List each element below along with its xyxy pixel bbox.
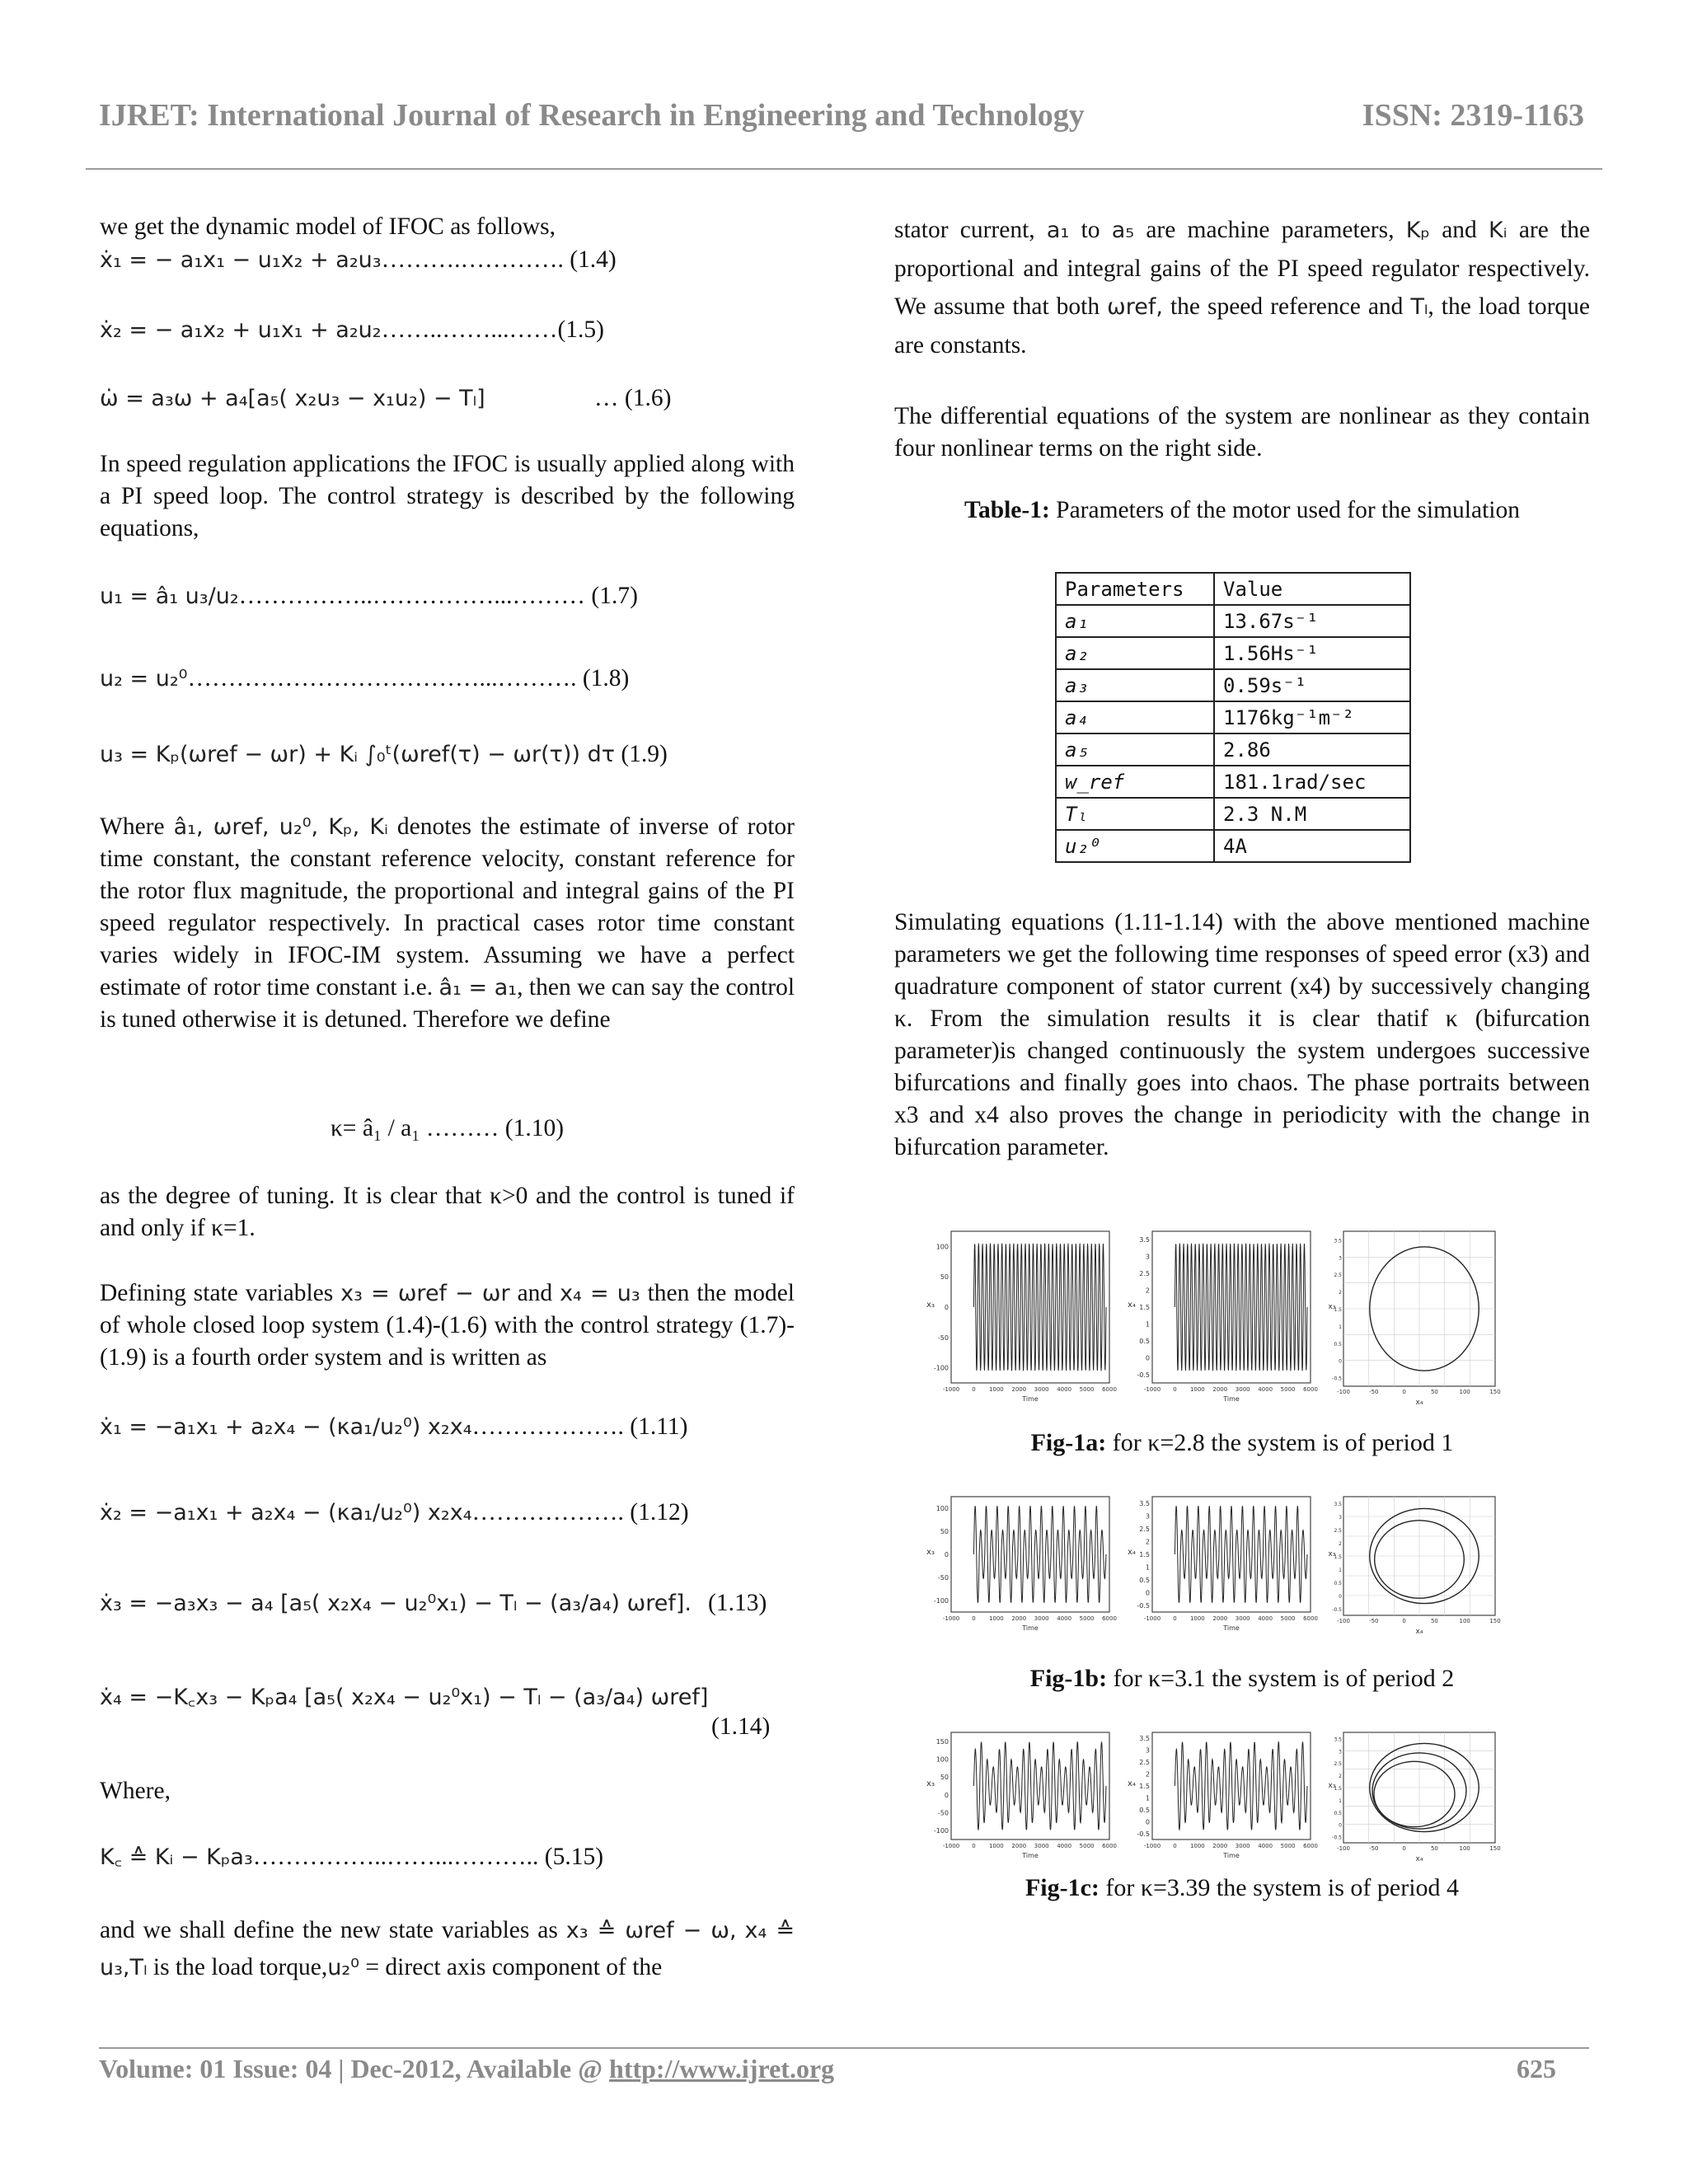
table-cell-value: 2.86 [1214,733,1410,766]
y-tick-label: 2.5 [1139,1525,1150,1533]
equation-1-11-number: ………………. (1.11) [471,1413,688,1440]
figure-1b-caption [894,1665,1590,1693]
table-cell-parameter: a₂ [1056,637,1214,669]
x-tick-label: 6000 [1303,1843,1318,1849]
direct-axis-text: = direct axis component of the [365,1954,663,1980]
equation-1-8-number: ………………………………...………. (1.8) [187,665,630,691]
y-tick-label: 1.5 [1139,1551,1150,1558]
x-tick-label: 0 [1402,1845,1406,1852]
table-header-value: Value [1214,573,1410,605]
x-tick-label: 6000 [1303,1615,1318,1622]
equation-1-10 [100,1113,795,1145]
x-tick-label: -1000 [942,1843,960,1849]
x-tick-label: 1000 [1189,1843,1205,1849]
y-tick-label: 2 [1339,1774,1342,1780]
y-axis-label: x₄ [1128,1301,1136,1310]
x-tick-label: 50 [1430,1845,1438,1852]
phase-portrait-plot [1325,1727,1500,1868]
equation-1-7-number: ……………..……………...……… (1.7) [238,583,638,609]
y-axis-label: x₃ [1328,1303,1336,1311]
table-cell-parameter: a₃ [1056,669,1214,701]
paragraph-degree-of-tuning: as the degree of tuning. It is clear that κ>0 and the control is tuned if and only if κ=1. [100,1183,795,1241]
table-cell-value: 1176kg⁻¹m⁻² [1214,701,1410,733]
equation-1-4-body: ẋ₁ = − a₁x₁ − u₁x₂ + a₂u₃ [100,247,382,273]
y-tick-label: 3.5 [1334,1238,1342,1244]
tl-symbol: Tₗ [1410,294,1428,320]
y-tick-label: 0 [1339,1358,1342,1365]
table-row [1056,733,1410,766]
y-tick-label: 50 [940,1774,949,1782]
figure-1c-label: Fig-1c: [1025,1874,1100,1901]
parameters-table [1055,572,1411,863]
to-word: to [1081,217,1100,243]
table-cell-parameter: a₁ [1056,605,1214,637]
figure-1a [923,1226,1500,1411]
y-tick-label: -100 [933,1364,949,1372]
time-response-plot [923,1226,1117,1411]
y-tick-label: 2.5 [1334,1272,1342,1279]
x-tick-label: -1000 [1143,1386,1161,1393]
and-word-2: and [1442,217,1477,243]
table-row [1056,637,1410,669]
equation-1-12-body: ẋ₂ = −a₁x₁ + a₂x₄ − (κa₁/u₂⁰) x₂x₄ [100,1500,472,1526]
y-tick-label: 0.5 [1334,1341,1342,1347]
y-tick-label: 100 [935,1755,949,1764]
u2-zero-symbol: u₂⁰ [327,1955,360,1980]
y-tick-label: 3 [1339,1749,1342,1755]
x-tick-label: 150 [1489,1389,1501,1395]
a1-symbol: a₁ [1046,218,1070,243]
equation-1-9 [100,738,795,771]
x-axis-label: Time [1022,1624,1039,1632]
y-tick-label: 2 [1145,1770,1150,1779]
time-series-line [973,1506,1106,1602]
y-tick-label: 3.5 [1139,1236,1150,1244]
figure-1a-text: for κ=2.8 the system is of period 1 [1112,1429,1454,1456]
journal-title: IJRET: International Journal of Research in Engineering and Technology [99,98,1085,133]
paragraph-simulation: Simulating equations (1.11-1.14) with the above mentioned machine parameters we get the following time responses of speed error (x3) and quadrature component of stator current (x4) by successively changing κ. From the simulation results it is clear thatif κ (bifurcation parameter)is changed continuously the system undergoes successive bifurcations and finally goes into chaos. The phase portraits between x3 and x4 also proves the change in periodicity with the change in bifurcation parameter. [894,909,1590,1160]
x-tick-label: 6000 [1102,1615,1117,1622]
x-tick-label: -100 [1337,1845,1350,1852]
x-tick-label: 0 [972,1843,976,1849]
table-cell-value: 4A [1214,830,1410,862]
x-tick-label: -50 [1369,1389,1379,1395]
y-tick-label: 0 [944,1791,949,1799]
y-tick-label: 1 [1145,1320,1150,1329]
y-tick-label: 3 [1145,1512,1150,1521]
equation-1-13-body: ẋ₃ = −a₃x₃ − a₄ [a₅( x₂x₄ − u₂⁰x₁) − Tₗ − (a₃/a₄) ωref]. [100,1591,692,1616]
equation-1-8-body: u₂ = u₂⁰ [100,666,188,691]
x-tick-label: 0 [1402,1618,1406,1624]
table-row [1056,766,1410,798]
table-cell-value: 13.67s⁻¹ [1214,605,1410,637]
table-row [1056,605,1410,637]
phase-portrait-plot [1325,1226,1500,1411]
x-tick-label: -100 [1337,1389,1350,1395]
y-tick-label: 1 [1145,1794,1150,1802]
footer-volume [99,2054,834,2084]
y-tick-label: -0.5 [1137,1830,1150,1838]
y-tick-label: 0 [1145,1818,1150,1826]
table-cell-parameter: w_ref [1056,766,1214,798]
x-tick-label: 3000 [1235,1386,1250,1393]
equation-1-7 [100,580,795,612]
y-tick-label: 0.5 [1334,1581,1342,1586]
y-tick-label: 0 [1145,1589,1150,1597]
equation-5-15-body: K꜀ ≙ Kᵢ − Kₚa₃ [100,1844,253,1870]
x-tick-label: 0 [972,1386,976,1393]
table-cell-parameter: Tₗ [1056,798,1214,830]
figure-1b-label: Fig-1b: [1029,1665,1108,1692]
y-axis-label: x₃ [926,1301,935,1310]
figure-1a-label: Fig-1a: [1030,1429,1107,1456]
equation-1-4 [100,244,795,276]
table-caption-label: Table-1: [964,497,1050,523]
x-axis-label: x₄ [1415,1399,1423,1407]
y-axis-label: x₃ [926,1548,935,1557]
page-number: 625 [1517,2054,1556,2083]
x-tick-label: 3000 [1034,1615,1049,1622]
x-tick-label: 50 [1430,1389,1438,1395]
figure-1c-caption [894,1874,1590,1902]
table-row [1056,669,1410,701]
x-tick-label: 0 [1173,1386,1177,1393]
x-tick-label: 3000 [1034,1386,1049,1393]
x-tick-label: 0 [1173,1843,1177,1849]
x-axis-label: Time [1223,1624,1240,1632]
header-rule [86,168,1602,170]
x-tick-label: 1000 [988,1615,1004,1622]
y-tick-label: 150 [935,1737,949,1746]
table-header-parameters: Parameters [1056,573,1214,605]
x-tick-label: 3000 [1235,1615,1250,1622]
equation-1-7-body: u₁ = â₁ u₃/u₂ [100,583,239,609]
x-tick-label: 2000 [1011,1386,1027,1393]
equation-1-13 [100,1587,795,1619]
new-x3-definition: x₃ ≙ ωref − ω, [565,1918,737,1943]
x-tick-label: 0 [972,1615,976,1622]
x-tick-label: -1000 [1143,1843,1161,1849]
y-tick-label: 0 [944,1551,949,1558]
table-cell-parameter: u₂⁰ [1056,830,1214,862]
y-tick-label: -100 [933,1827,949,1835]
equation-1-6 [100,382,795,415]
x-tick-label: 4000 [1057,1843,1072,1849]
table-cell-value: 181.1rad/sec [1214,766,1410,798]
y-tick-label: -0.5 [1332,1607,1342,1613]
equation-1-4-number: ……….…………. (1.4) [381,246,617,273]
y-tick-label: 2.5 [1139,1270,1150,1278]
paragraph-where-estimates [100,811,795,1036]
time-series-line [1175,1506,1307,1602]
y-tick-label: 2 [1145,1538,1150,1546]
table-cell-value: 0.59s⁻¹ [1214,669,1410,701]
y-tick-label: 3.5 [1334,1736,1342,1743]
x-axis-label: Time [1223,1395,1240,1403]
y-tick-label: 0 [1145,1354,1150,1362]
y-tick-label: -100 [933,1597,949,1605]
x-tick-label: 2000 [1212,1615,1228,1622]
x-tick-label: 150 [1489,1845,1501,1852]
x-tick-label: 4000 [1258,1386,1273,1393]
x-tick-label: 5000 [1280,1615,1296,1622]
y-tick-label: 100 [935,1243,949,1251]
x-tick-label: -100 [1337,1618,1350,1624]
x-tick-label: 3000 [1235,1843,1250,1849]
x-tick-label: 100 [1459,1845,1470,1852]
equation-1-13-number: (1.13) [708,1590,767,1616]
time-response-plot [923,1727,1117,1868]
y-tick-label: 0.5 [1139,1806,1150,1814]
table-cell-parameter: a₅ [1056,733,1214,766]
figure-1c-text: for κ=3.39 the system is of period 4 [1105,1874,1460,1901]
y-tick-label: 1.5 [1139,1304,1150,1311]
y-tick-label: -50 [937,1809,949,1817]
y-tick-label: 0.5 [1139,1577,1150,1585]
x-tick-label: 100 [1459,1389,1470,1395]
table-cell-parameter: a₄ [1056,701,1214,733]
equation-1-5-body: ẋ₂ = − a₁x₂ + u₁x₁ + a₂u₂ [100,317,382,343]
y-tick-label: -0.5 [1137,1371,1150,1379]
equation-1-9-number: (1.9) [621,741,668,767]
y-tick-label: 2 [1339,1290,1342,1296]
x-tick-label: 1000 [1189,1386,1205,1393]
y-tick-label: 3 [1339,1515,1342,1521]
x-tick-label: 150 [1489,1618,1501,1624]
state-variables-intro: Defining state variables [100,1280,334,1306]
time-series-line [1175,1244,1307,1371]
x-tick-label: 0 [1173,1615,1177,1622]
time-series-line [973,1244,1106,1371]
time-series-line [1175,1742,1307,1830]
x-axis-label: Time [1022,1395,1039,1403]
figure-1c [923,1727,1500,1868]
x4-definition: x₄ = u₃ [560,1281,640,1306]
figure-1b [923,1492,1500,1640]
x-tick-label: 6000 [1102,1843,1117,1849]
equation-1-14-number: (1.14) [711,1713,771,1740]
y-tick-label: 3.5 [1334,1502,1342,1507]
y-tick-label: 2 [1145,1286,1150,1295]
y-tick-label: 1.5 [1334,1786,1342,1792]
y-axis-label: x₄ [1128,1548,1136,1557]
x-axis-label: Time [1223,1852,1240,1859]
paragraph-new-state-variables [100,1912,795,1986]
y-tick-label: -50 [937,1333,949,1342]
paragraph-machine-parameters [894,211,1590,364]
x-axis-label: x₄ [1415,1628,1423,1636]
x-axis-label: x₄ [1415,1855,1423,1863]
y-axis-label: x₃ [1328,1782,1336,1790]
y-tick-label: 3.5 [1139,1735,1150,1743]
equation-1-11-body: ẋ₁ = −a₁x₁ + a₂x₄ − (κa₁/u₂⁰) x₂x₄ [100,1414,472,1440]
equation-1-5 [100,314,795,346]
y-tick-label: 1 [1339,1324,1342,1330]
equation-1-14-body: ẋ₄ = −K꜀x₃ − Kₚa₄ [a₅( x₂x₄ − u₂⁰x₁) − Tₗ − (a₃/a₄) ωref] [100,1685,709,1710]
y-tick-label: 100 [935,1505,949,1512]
x-tick-label: 1000 [988,1843,1004,1849]
y-tick-label: 0 [944,1304,949,1311]
intro-text: we get the dynamic model of IFOC as follows, [100,213,556,240]
x-tick-label: 6000 [1303,1386,1318,1393]
y-tick-label: -0.5 [1332,1376,1342,1382]
x-tick-label: 3000 [1034,1843,1049,1849]
x-tick-label: 1000 [988,1386,1004,1393]
time-response-plot [1124,1492,1318,1640]
table-header-row [1056,573,1410,605]
time-series-line [973,1742,1106,1830]
equation-1-9-body: u₃ = Kₚ(ωref − ωr) + Kᵢ ∫₀ᵗ(ωref(τ) − ωr(τ)) dτ [100,742,615,767]
x-tick-label: 2000 [1212,1386,1228,1393]
x-tick-label: 4000 [1057,1386,1072,1393]
x-tick-label: 50 [1430,1618,1438,1624]
y-tick-label: 0 [1339,1594,1342,1600]
figure-1b-text: for κ=3.1 the system is of period 2 [1113,1665,1455,1692]
load-torque-constant-text: , the load torque are constants. [894,293,1590,359]
y-axis-label: x₄ [1128,1779,1136,1788]
where-word: Where [100,813,165,840]
x-tick-label: -1000 [1143,1615,1161,1622]
speed-reference-text: the speed reference and [1170,293,1404,320]
phase-loop [1374,1761,1455,1826]
issn: ISSN: 2319-1163 [1362,98,1584,133]
y-tick-label: 2.5 [1334,1761,1342,1768]
table-cell-value: 1.56Hs⁻¹ [1214,637,1410,669]
paragraph-nonlinear: The differential equations of the system are nonlinear as they contain four nonlinear terms on the right side. [894,403,1590,462]
table-row [1056,830,1410,862]
y-tick-label: 1.5 [1139,1783,1150,1790]
new-state-intro: and we shall define the new state variables as [100,1917,558,1943]
x-tick-label: 5000 [1280,1386,1296,1393]
where-description: denotes the estimate of inverse of rotor time constant, the constant reference velocity, constant reference for the rotor flux magnitude, the proportional and integral gains of the PI speed regulator respectively. In practical cases rotor time constant varies widely in IFOC-IM system. Assuming we have a perfect estimate of rotor time constant i.e. [100,813,795,1001]
y-tick-label: 3 [1145,1253,1150,1261]
equation-1-6-body: ω̇ = a₃ω + a₄[a₅( x₂u₃ − x₁u₂) − Tₗ] [100,386,485,411]
perfect-estimate-symbol: â₁ = a₁ [438,975,518,1001]
x-tick-label: 5000 [1079,1843,1095,1849]
y-tick-label: -0.5 [1332,1835,1342,1841]
equation-1-5-number: ……..……...……(1.5) [381,316,604,343]
x-tick-label: 4000 [1057,1615,1072,1622]
footer-link[interactable]: http://www.ijret.org [609,2054,835,2083]
equation-1-11 [100,1411,795,1443]
y-tick-label: 3 [1145,1746,1150,1755]
table-caption-text: Parameters of the motor used for the simulation [1056,497,1520,523]
phase-portrait-plot [1325,1492,1500,1640]
a5-symbol: a₅ [1111,218,1135,243]
equation-1-12 [100,1497,795,1529]
equation-1-6-number: … (1.6) [594,385,672,411]
x-tick-label: 100 [1459,1618,1470,1624]
y-axis-label: x₃ [1328,1550,1336,1558]
y-tick-label: 0.5 [1334,1810,1342,1816]
y-tick-label: 2.5 [1139,1759,1150,1767]
y-tick-label: 3 [1339,1255,1342,1262]
x-tick-label: 1000 [1189,1615,1205,1622]
equation-1-8 [100,663,795,695]
where-symbols: â₁, ωref, u₂⁰, Kₚ, Kᵢ [173,814,388,840]
x-tick-label: -50 [1369,1845,1379,1852]
paragraph-state-variables [100,1277,795,1374]
x-tick-label: 5000 [1079,1615,1095,1622]
table-row [1056,701,1410,733]
x-tick-label: 6000 [1102,1386,1117,1393]
x-tick-label: 5000 [1079,1386,1095,1393]
where-label: Where, [100,1778,171,1804]
state-variables-rest: then the model of whole closed loop system (1.4)-(1.6) with the control strategy (1.7)-(1.9) is a fourth order system and is written as [100,1280,795,1371]
x-tick-label: 2000 [1212,1843,1228,1849]
stator-current-text: stator current, [894,217,1035,243]
x-tick-label: 2000 [1011,1843,1027,1849]
y-tick-label: 50 [940,1273,949,1282]
equation-1-14 [100,1681,795,1740]
y-tick-label: -0.5 [1137,1602,1150,1610]
y-tick-label: 50 [940,1528,949,1535]
equation-1-10-number: ……… (1.10) [425,1115,565,1141]
y-tick-label: 1 [1339,1568,1342,1573]
gains-text: are the proportional and integral gains of the PI speed regulator respectively. We assume that both [894,217,1591,320]
y-tick-label: 2.5 [1334,1528,1342,1534]
kp-symbol: Kₚ [1405,218,1430,243]
x-tick-label: 5000 [1280,1843,1296,1849]
y-tick-label: 1 [1339,1797,1342,1804]
x-tick-label: 4000 [1258,1615,1273,1622]
y-tick-label: 1.5 [1334,1554,1342,1560]
equation-1-10-body: κ= â₁ / a₁ [330,1115,420,1141]
x-tick-label: -1000 [942,1386,960,1393]
table-caption [894,494,1590,527]
table-cell-value: 2.3 N.M [1214,798,1410,830]
figure-1a-caption [894,1429,1590,1457]
y-tick-label: 3.5 [1139,1499,1150,1507]
equation-1-12-number: ………………. (1.12) [471,1499,689,1526]
y-axis-label: x₃ [926,1779,935,1788]
y-tick-label: 2 [1339,1541,1342,1547]
time-response-plot [1124,1727,1318,1868]
x-tick-label: 4000 [1258,1843,1273,1849]
footer-volume-text: Volume: 01 Issue: 04 | Dec-2012, Available @ [99,2054,603,2083]
time-response-plot [1124,1226,1318,1411]
y-tick-label: 0 [1339,1822,1342,1829]
x-axis-label: Time [1022,1852,1039,1859]
x3-definition: x₃ = ωref − ωr [340,1281,510,1306]
y-tick-label: 1 [1145,1563,1150,1572]
equation-5-15-number: ……………..……...……….. (5.15) [252,1844,604,1870]
footer-rule [99,2047,1589,2049]
x-tick-label: 2000 [1011,1615,1027,1622]
time-response-plot [923,1492,1117,1640]
x-tick-label: -1000 [942,1615,960,1622]
new-x4-definition: x₄ ≙ u₃,Tₗ [100,1918,795,1980]
load-torque-text: is the load torque, [152,1954,328,1980]
y-tick-label: -50 [937,1574,949,1582]
where-conclusion: , then we can say the control is tuned otherwise it is detuned. Therefore we define [100,974,795,1033]
machine-parameters-text: are machine parameters, [1146,217,1395,243]
paragraph-pi-speed-loop: In speed regulation applications the IFOC is usually applied along with a PI speed loop. The control strategy is described by the following equations, [100,451,795,541]
y-tick-label: 1.5 [1334,1307,1342,1313]
x-tick-label: 0 [1402,1389,1406,1395]
and-word: and [517,1280,553,1306]
table-row [1056,798,1410,830]
y-tick-label: 0.5 [1139,1337,1150,1345]
x-tick-label: -50 [1369,1618,1379,1624]
wref-symbol: ωref, [1107,294,1163,320]
equation-5-15 [100,1841,795,1873]
ki-symbol: Kᵢ [1489,218,1507,243]
